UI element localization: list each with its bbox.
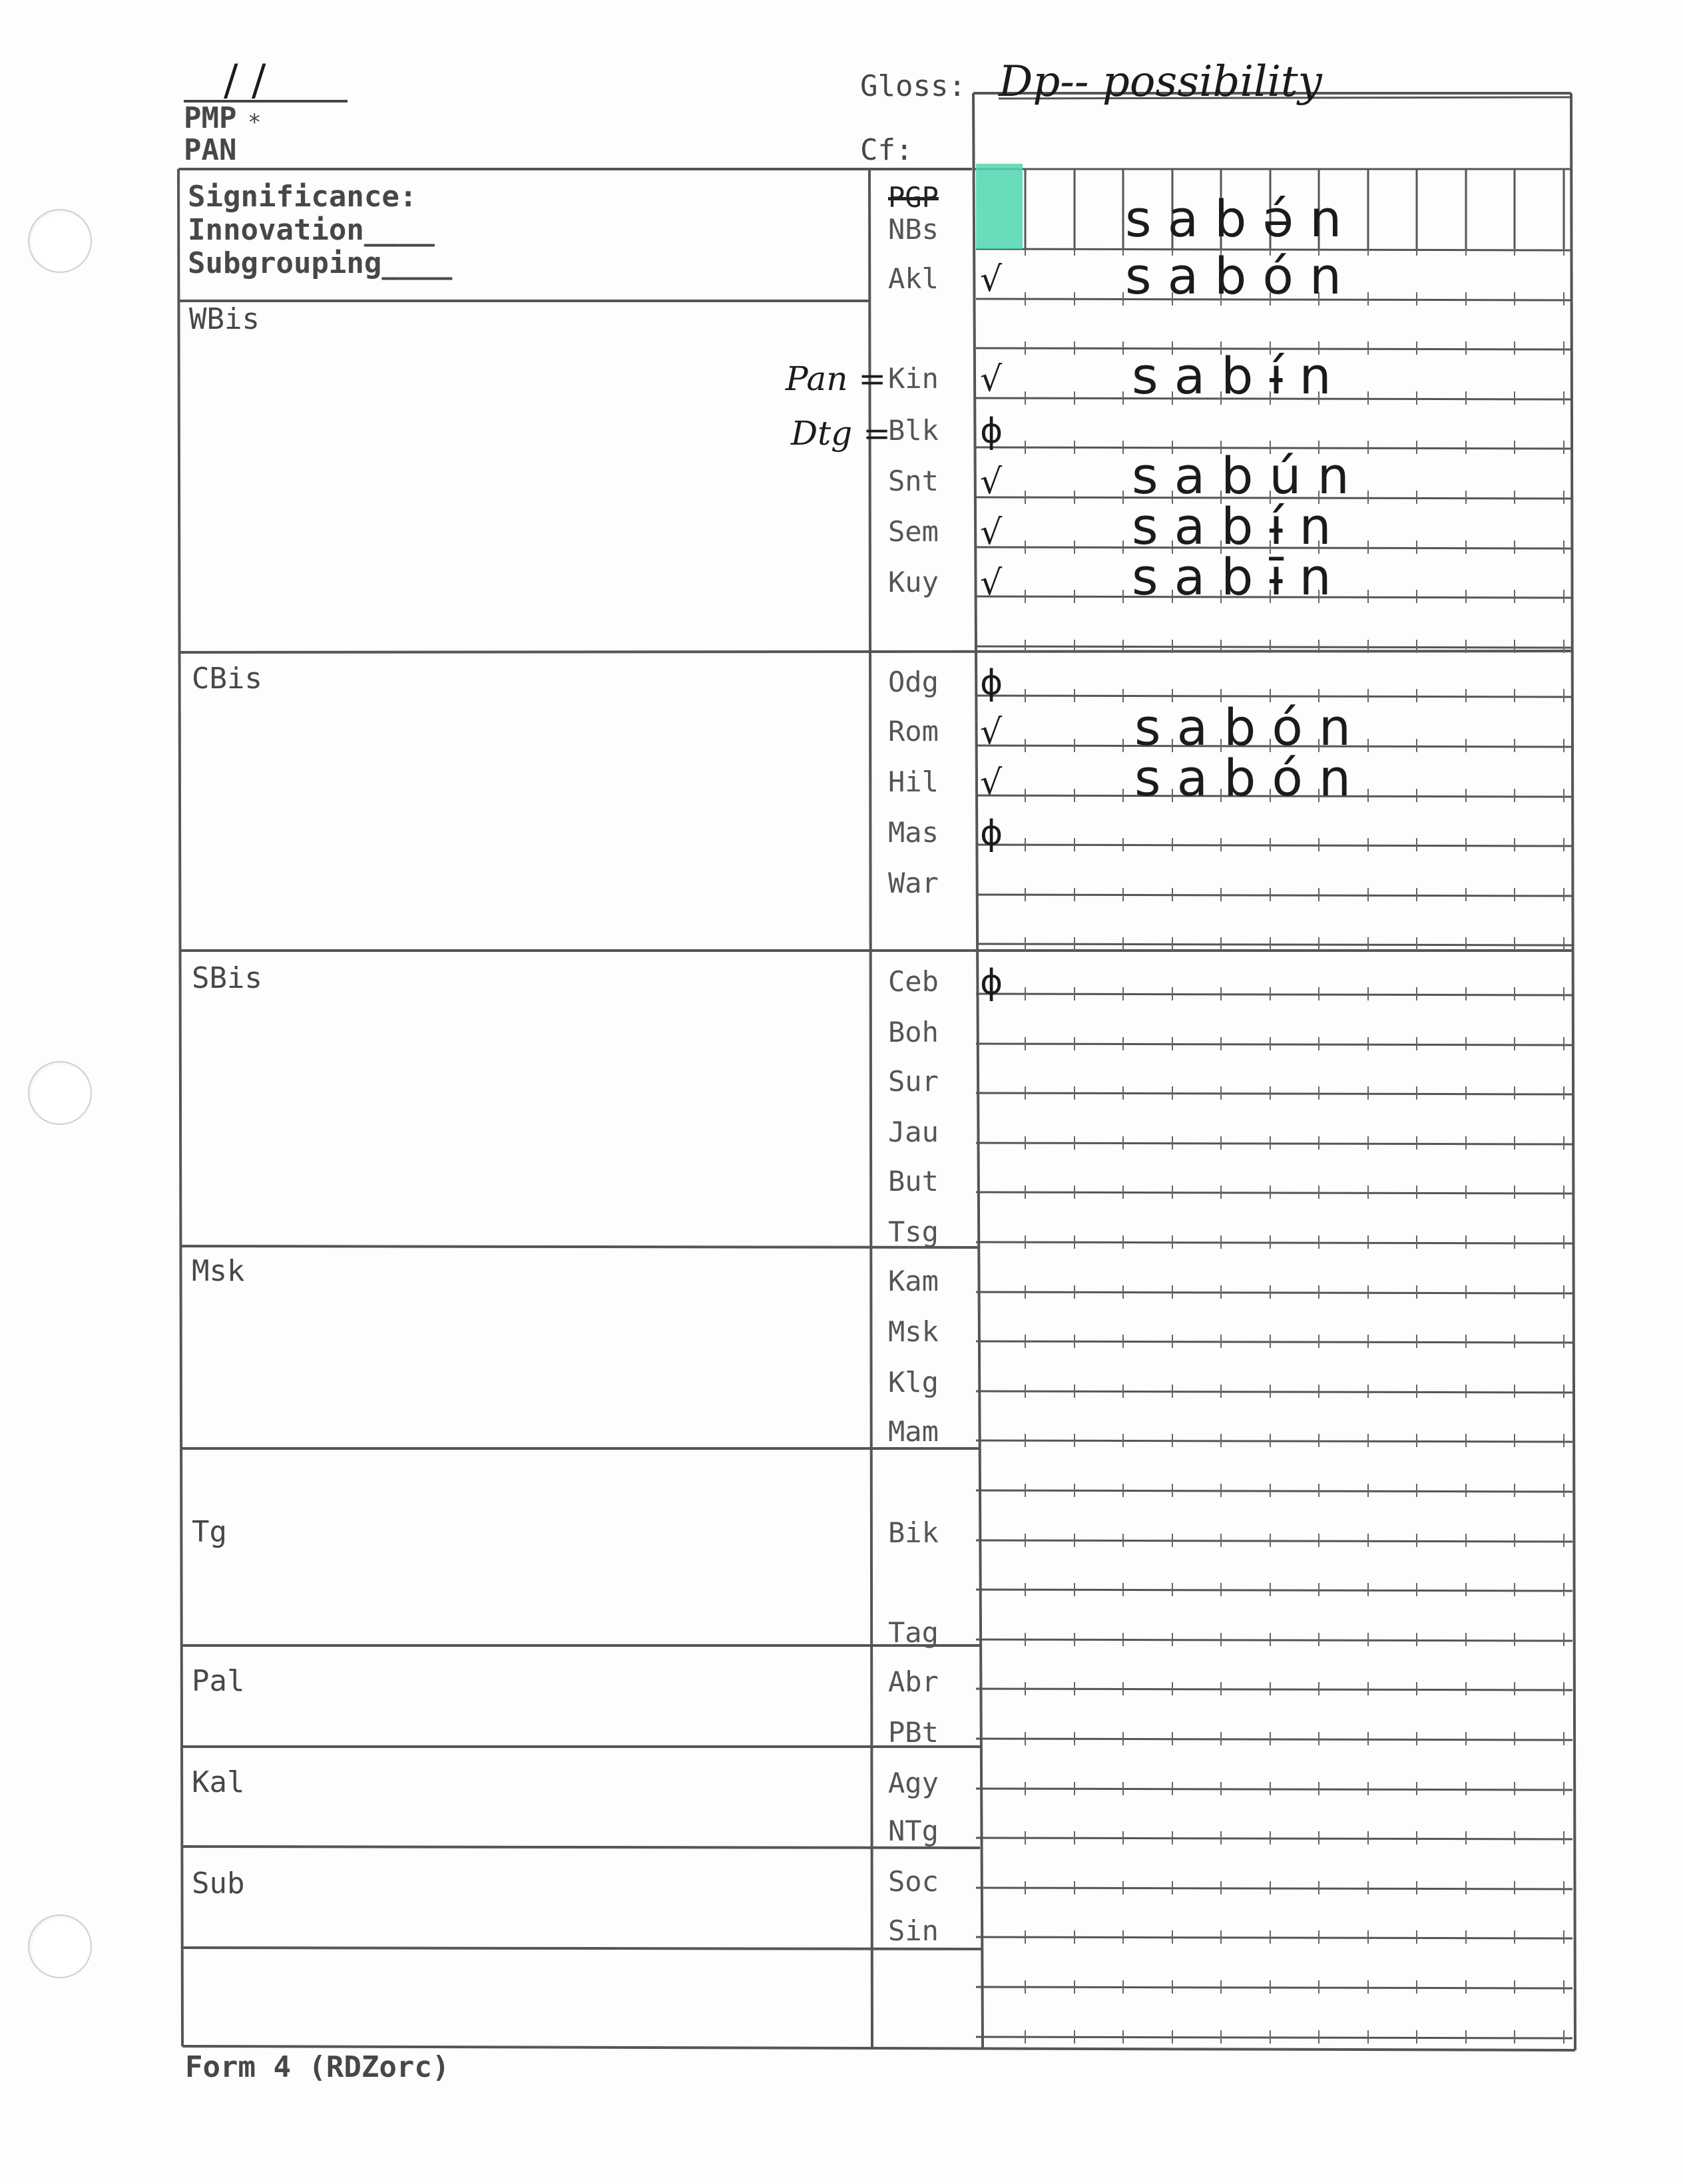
highlighter-mark	[976, 164, 1023, 249]
group-label-wbis: WBis	[189, 302, 260, 336]
lang-rom: Rom	[888, 715, 939, 748]
mark-kin: √	[980, 359, 1003, 399]
ruled-line	[976, 1540, 1572, 1542]
gloss-value: Dp-- possibility	[999, 57, 1322, 107]
form-akl: sabón	[1125, 246, 1358, 306]
mark-sem: √	[980, 513, 1003, 552]
lang-but: But	[888, 1165, 939, 1198]
mark-mas: ϕ	[980, 813, 1003, 853]
ruled-line	[976, 1192, 1572, 1194]
lang-tag: Tag	[888, 1616, 939, 1649]
subgrouping-label: Subgrouping____	[188, 246, 453, 280]
group-label-tg: Tg	[192, 1515, 227, 1549]
ruled-line	[976, 2037, 1572, 2038]
ruled-line	[976, 1440, 1572, 1442]
lang-ntg: NTg	[888, 1815, 939, 1847]
lang-war: War	[888, 867, 939, 899]
ruled-line	[976, 1639, 1572, 1641]
lang-odg: Odg	[888, 666, 939, 698]
form-sem: sabɨ́n	[1132, 497, 1347, 556]
ruled-line	[976, 895, 1572, 896]
lang-mam: Mam	[888, 1415, 939, 1448]
ruled-line	[976, 1838, 1572, 1839]
ruled-line	[976, 845, 1572, 846]
lang-ceb: Ceb	[888, 965, 939, 998]
mark-akl: √	[980, 260, 1003, 300]
lang-agy: Agy	[888, 1767, 939, 1799]
ruled-line	[976, 1093, 1572, 1094]
ruled-line	[976, 1689, 1572, 1690]
mark-kuy: √	[980, 563, 1003, 603]
ruled-line	[976, 1292, 1572, 1293]
form-rom: sabón	[1134, 698, 1367, 757]
form-kuy: sabɨ̄n	[1132, 547, 1347, 606]
mark-snt: √	[980, 462, 1003, 502]
pmp-star: *	[248, 109, 262, 136]
ruled-line	[976, 994, 1572, 995]
lang-pbt: PBt	[888, 1716, 939, 1749]
ruled-line	[976, 944, 1572, 945]
form-nbs: sabə́n	[1125, 189, 1358, 248]
lang-kuy: Kuy	[888, 566, 939, 598]
lang-akl: Akl	[888, 262, 939, 295]
lang-sur: Sur	[888, 1065, 939, 1098]
group-label-pal: Pal	[192, 1664, 245, 1698]
ruled-line	[976, 1341, 1572, 1343]
mark-odg: ϕ	[980, 663, 1003, 703]
group-label-cbis: CBis	[192, 662, 262, 696]
ruled-line	[976, 1987, 1572, 1988]
lang-mas: Mas	[888, 816, 939, 849]
significance-title: Significance:	[188, 180, 417, 214]
lang-boh: Boh	[888, 1016, 939, 1048]
ruled-line	[976, 1143, 1572, 1144]
cf-label: Cf:	[860, 133, 913, 167]
lang-msk: Msk	[888, 1315, 939, 1348]
ruled-line	[976, 1789, 1572, 1790]
pmp-label: PMP	[184, 101, 237, 135]
lang-kin: Kin	[888, 362, 939, 395]
ruled-line	[976, 1242, 1572, 1243]
ruled-line	[976, 646, 1572, 648]
annotation-pan: Pan =	[786, 359, 887, 398]
ruled-line	[976, 1391, 1572, 1393]
group-label-msk: Msk	[192, 1254, 245, 1288]
ruled-line	[976, 1937, 1572, 1938]
mark-ceb: ϕ	[980, 963, 1003, 1002]
ruled-line	[976, 696, 1572, 697]
lang-bik: Bik	[888, 1516, 939, 1549]
group-label-sub: Sub	[192, 1866, 245, 1900]
mark-rom: √	[980, 712, 1003, 752]
lang-jau: Jau	[888, 1116, 939, 1148]
lang-sin: Sin	[888, 1914, 939, 1947]
lang-klg: Klg	[888, 1366, 939, 1399]
innovation-label: Innovation____	[188, 213, 435, 247]
group-label-kal: Kal	[192, 1765, 245, 1799]
form-footer: Form 4 (RDZorc)	[185, 2050, 450, 2084]
lang-tsg: Tsg	[888, 1215, 939, 1248]
ruled-line	[976, 1490, 1572, 1492]
lang-nbs: NBs	[888, 213, 939, 246]
lang-hil: Hil	[888, 765, 939, 798]
form-kin: sabɨ́n	[1132, 346, 1347, 405]
ruled-line	[976, 1590, 1572, 1591]
lang-snt: Snt	[888, 465, 939, 497]
lang-kam: Kam	[888, 1265, 939, 1297]
lang-sem: Sem	[888, 515, 939, 548]
ruled-line	[976, 1739, 1572, 1740]
pan-label: PAN	[184, 133, 237, 167]
lang-pgp: PGP	[888, 181, 939, 214]
lang-abr: Abr	[888, 1665, 939, 1698]
lang-soc: Soc	[888, 1865, 939, 1898]
group-label-sbis: SBis	[192, 961, 262, 995]
form-snt: sabún	[1132, 446, 1365, 505]
gloss-label: Gloss:	[860, 69, 966, 103]
mark-blk: ϕ	[980, 411, 1003, 451]
ruled-line	[976, 1888, 1572, 1889]
lang-blk: Blk	[888, 414, 939, 447]
date-marks: / /	[224, 56, 266, 105]
ruled-line	[976, 1044, 1572, 1045]
mark-hil: √	[980, 763, 1003, 803]
form-hil: sabón	[1134, 748, 1367, 807]
annotation-dtg: Dtg =	[791, 414, 891, 453]
